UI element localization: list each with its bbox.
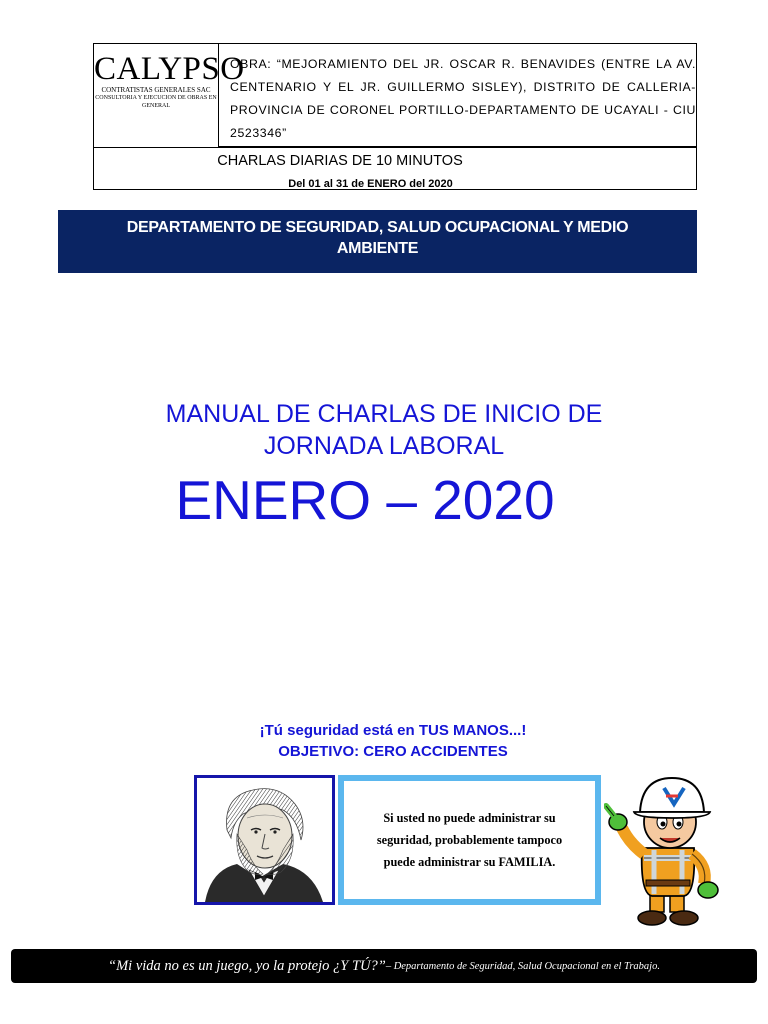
footer-motto-bar bbox=[11, 949, 757, 983]
period-title: ENERO – 2020 bbox=[175, 469, 555, 531]
safety-mascot-image bbox=[604, 766, 734, 931]
department-line-2: AMBIENTE bbox=[336, 240, 419, 257]
quote-box bbox=[338, 775, 601, 905]
quote-text bbox=[377, 807, 562, 873]
manual-title-line-1: MANUAL DE CHARLAS DE INICIO DE bbox=[165, 400, 603, 428]
logo-name: CALYPSO bbox=[94, 51, 245, 87]
department-line-1: DEPARTAMENTO DE SEGURIDAD, SALUD OCUPACIONAL Y MEDIO bbox=[126, 219, 629, 236]
charlas-title: CHARLAS DIARIAS DE 10 MINUTOS bbox=[217, 153, 463, 169]
obra-description: OBRA: “MEJORAMIENTO DEL JR. OSCAR R. BENAVIDES (ENTRE LA AV. CENTENARIO Y EL JR. GUILLERMO SISLEY), DISTRITO DE CALLERIA-PROVINCIA DE CORONEL PORTILLO-DEPARTAMENTO DE UCAYALI - CIU 2523346” bbox=[230, 57, 696, 140]
manual-title bbox=[0, 398, 768, 462]
logo-subtitle-2: CONSULTORIA Y EJECUCION DE OBRAS EN GENERAL bbox=[95, 95, 217, 109]
slogan-line-1: ¡Tú seguridad está en TUS MANOS...! bbox=[259, 722, 527, 739]
charlas-row bbox=[94, 147, 696, 192]
portrait-illustration bbox=[197, 778, 332, 902]
obra-cell bbox=[219, 44, 696, 147]
department-banner bbox=[58, 210, 697, 273]
quote-line-2: seguridad, probablemente tampoco bbox=[376, 833, 563, 847]
quote-line-1: Si usted no puede administrar su bbox=[383, 811, 556, 825]
manual-title-line-2: JORNADA LABORAL bbox=[263, 432, 505, 460]
charlas-dates: Del 01 al 31 de ENERO del 2020 bbox=[288, 178, 453, 190]
document-header-table bbox=[93, 43, 697, 190]
slogan-line-2: OBJETIVO: CERO ACCIDENTES bbox=[278, 743, 508, 760]
slogan bbox=[0, 720, 768, 762]
logo-subtitle-1: CONTRATISTAS GENERALES SAC bbox=[101, 86, 211, 94]
footer-source: – Departamento de Seguridad, Salud Ocupacional en el Trabajo. bbox=[385, 960, 660, 972]
quote-line-3: puede administrar su FAMILIA. bbox=[383, 855, 556, 869]
engraved-portrait-image bbox=[194, 775, 335, 905]
footer-quote: “Mi vida no es un juego, yo la protejo ¿Y TÚ?” bbox=[108, 957, 386, 974]
mascot-illustration bbox=[604, 766, 734, 931]
company-logo bbox=[94, 44, 245, 147]
